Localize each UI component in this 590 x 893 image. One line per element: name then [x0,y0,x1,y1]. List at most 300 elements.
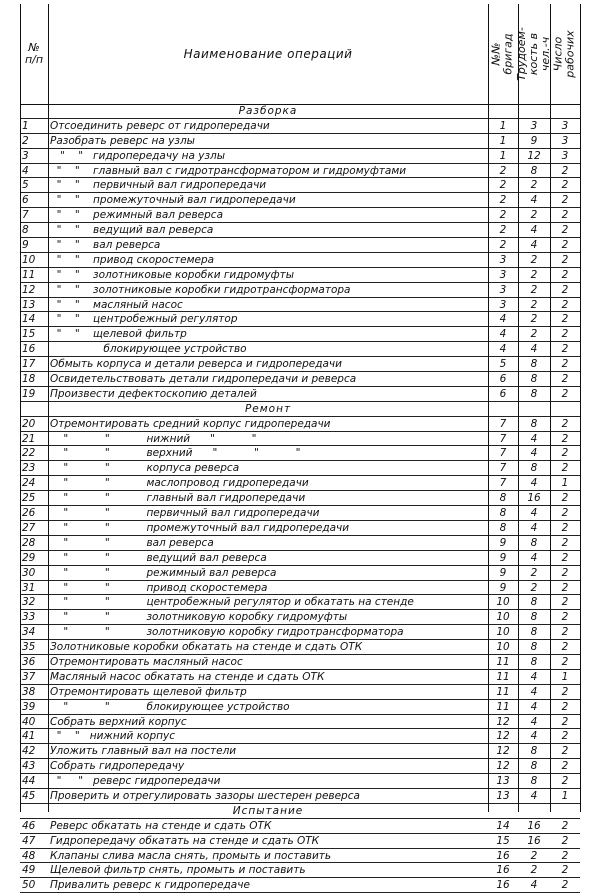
labor-hours: 4 [530,224,538,237]
table-row [20,312,580,327]
worker-count: 2 [561,536,569,549]
table-row [20,595,580,610]
labor-hours: 4 [530,447,538,460]
row-number: 20 [22,417,36,430]
worker-count: 2 [561,209,569,222]
table-row [20,566,580,581]
row-number: 46 [22,819,36,832]
section-row [20,804,580,819]
labor-hours: 4 [530,194,538,207]
brigade-number: 1 [499,134,507,147]
brigade-number: 7 [499,477,507,490]
operation-name: Собрать верхний корпус [50,715,187,728]
table-row [20,268,580,283]
row-number: 37 [22,670,36,683]
operation-name: Масляный насос обкатать на стенде и сдать ОТК [50,670,325,683]
worker-count: 3 [561,149,569,162]
operation-name: " " главный вал гидропередачи [50,492,306,505]
operation-name: Отсоединить реверс от гидропередачи [50,119,270,132]
brigade-number: 6 [499,387,507,400]
section-title: Ремонт [244,402,292,415]
labor-hours: 16 [527,492,541,505]
worker-count: 1 [561,789,569,802]
worker-count: 2 [561,358,569,371]
brigade-number: 5 [499,358,507,371]
brigade-number: 3 [499,298,507,311]
operation-name: Собрать гидропередачу [50,760,185,773]
labor-hours: 2 [530,849,538,862]
operation-name: " " режимный вал реверса [50,209,223,222]
worker-count: 3 [561,119,569,132]
row-number: 5 [22,179,29,192]
brigade-number: 4 [499,328,507,341]
brigade-number: 11 [496,655,510,668]
brigade-number: 3 [499,283,507,296]
operations-table [20,4,580,892]
worker-count: 3 [561,134,569,147]
row-number: 14 [22,313,36,326]
operation-name: Клапаны слива масла снять, промыть и поставить [50,849,332,862]
row-number: 29 [22,551,36,564]
labor-hours: 8 [530,462,538,475]
table-row [20,700,580,715]
brigade-number: 1 [499,149,507,162]
table-row [20,298,580,313]
row-number: 6 [22,194,29,207]
row-number: 21 [22,432,36,445]
labor-hours: 2 [530,313,538,326]
brigade-number: 12 [496,745,510,758]
labor-hours: 8 [530,373,538,386]
brigade-number: 3 [499,253,507,266]
table-row [20,625,580,640]
table-row [20,715,580,730]
labor-hours: 4 [530,432,538,445]
row-number: 44 [22,775,36,788]
worker-count: 2 [561,447,569,460]
brigade-number: 2 [499,164,507,177]
row-number: 15 [22,328,36,341]
table-row [20,506,580,521]
operation-name: " " ведущий вал реверса [50,224,214,237]
labor-hours: 9 [530,134,538,147]
worker-count: 2 [561,655,569,668]
section-row [20,402,580,417]
divider-labor [518,4,519,812]
table-row [20,774,580,789]
operation-name: " " маслопровод гидропередачи [50,477,309,490]
worker-count: 2 [561,849,569,862]
row-number: 7 [22,209,29,222]
table-row [20,178,580,193]
operation-name: Разобрать реверс на узлы [50,134,195,147]
operation-name: " " промежуточный вал гидропередачи [50,194,296,207]
brigade-number: 12 [496,730,510,743]
row-number: 27 [22,521,36,534]
brigade-number: 13 [496,775,510,788]
operation-name: " " вал реверса [50,536,214,549]
operation-name: " " гидропередачу на узлы [50,149,226,162]
worker-count: 2 [561,775,569,788]
labor-hours: 2 [530,179,538,192]
table-row [20,759,580,774]
row-number: 3 [22,149,29,162]
brigade-number: 9 [499,581,507,594]
row-number: 24 [22,477,36,490]
row-number: 19 [22,387,36,400]
row-number: 30 [22,566,36,579]
table-row [20,581,580,596]
operation-name: " " верхний " " " [50,447,301,460]
labor-hours: 4 [530,343,538,356]
brigade-number: 7 [499,417,507,430]
worker-count: 2 [561,581,569,594]
row-number: 16 [22,343,36,356]
labor-hours: 4 [530,477,538,490]
labor-hours: 4 [530,700,538,713]
section-title: Разборка [238,105,298,117]
table-row [20,863,580,878]
brigade-number: 9 [499,566,507,579]
table-row [20,834,580,849]
operation-name: Произвести дефектоскопию деталей [50,387,257,400]
worker-count: 2 [561,566,569,579]
row-number: 33 [22,611,36,624]
operation-name: " " блокирующее устройство [50,700,290,713]
worker-count: 2 [561,164,569,177]
table-row [20,551,580,566]
header-number: № п/п [24,41,44,66]
divider-brigade [488,4,489,812]
header-operation-name: Наименование операций [183,47,353,61]
operation-name: " " вал реверса [50,239,161,252]
row-number: 4 [22,164,29,177]
table-row [20,670,580,685]
labor-hours: 2 [530,298,538,311]
brigade-number: 8 [499,507,507,520]
operation-name: Отремонтировать средний корпус гидропередачи [50,417,331,430]
labor-hours: 4 [530,507,538,520]
table-row [20,119,580,134]
operation-name: Золотниковые коробки обкатать на стенде и сдать ОТК [50,641,363,654]
row-number: 49 [22,864,36,877]
labor-hours: 16 [527,819,541,832]
labor-hours: 8 [530,626,538,639]
brigade-number: 9 [499,536,507,549]
labor-hours: 4 [530,685,538,698]
labor-hours: 2 [530,283,538,296]
labor-hours: 8 [530,775,538,788]
worker-count: 2 [561,879,569,892]
brigade-number: 6 [499,373,507,386]
row-number: 35 [22,641,36,654]
labor-hours: 16 [527,834,541,847]
worker-count: 2 [561,432,569,445]
brigade-number: 2 [499,239,507,252]
header-brigade [488,4,518,104]
table-row [20,342,580,357]
brigade-number: 12 [496,715,510,728]
row-number: 12 [22,283,36,296]
operation-name: Проверить и отрегулировать зазоры шестерен реверса [50,789,360,802]
labor-hours: 8 [530,358,538,371]
labor-hours: 8 [530,745,538,758]
worker-count: 2 [561,864,569,877]
table-row [20,729,580,744]
brigade-number: 2 [499,224,507,237]
brigade-number: 16 [496,864,510,877]
brigade-number: 1 [499,119,507,132]
table-row [20,491,580,506]
worker-count: 2 [561,268,569,281]
worker-count: 2 [561,492,569,505]
worker-count: 2 [561,373,569,386]
operation-name: Освидетельствовать детали гидропередачи и реверса [50,373,357,386]
operation-name: Обмыть корпуса и детали реверса и гидропередачи [50,358,342,371]
worker-count: 2 [561,611,569,624]
operation-name: " " нижний корпус [50,730,175,743]
brigade-number: 14 [496,819,510,832]
brigade-number: 2 [499,209,507,222]
row-number: 32 [22,596,36,609]
header-workers-text: Число рабочих [552,30,577,78]
table-row [20,208,580,223]
operation-name: " " золотниковые коробки гидротрансформатора [50,283,351,296]
table-body [20,104,580,893]
operation-name: " " первичный вал гидропередачи [50,507,320,520]
table-row [20,387,580,402]
table-row [20,372,580,387]
worker-count: 2 [561,298,569,311]
labor-hours: 4 [530,521,538,534]
worker-count: 2 [561,715,569,728]
worker-count: 2 [561,834,569,847]
table-row [20,610,580,625]
brigade-number: 8 [499,521,507,534]
brigade-number: 10 [496,626,510,639]
row-number: 9 [22,239,29,252]
worker-count: 2 [561,224,569,237]
table-row [20,327,580,342]
table-row [20,536,580,551]
operation-name: Уложить главный вал на постели [50,745,237,758]
divider-number [48,4,49,812]
operation-name: " " привод скоростемера [50,581,268,594]
worker-count: 2 [561,417,569,430]
worker-count: 2 [561,253,569,266]
table-row [20,446,580,461]
row-number: 40 [22,715,36,728]
row-number: 1 [22,119,29,132]
table-row [20,640,580,655]
operation-name: " " главный вал с гидротрансформатором и гидромуфтами [50,164,407,177]
worker-count: 2 [561,313,569,326]
table-row [20,164,580,179]
table-row [20,476,580,491]
row-number: 11 [22,268,36,281]
worker-count: 2 [561,239,569,252]
brigade-number: 2 [499,194,507,207]
operation-name: " " масляный насос [50,298,183,311]
labor-hours: 4 [530,670,538,683]
labor-hours: 3 [530,119,538,132]
labor-hours: 4 [530,730,538,743]
header-brigade-text: №№ бригад [490,33,516,75]
table-row [20,655,580,670]
brigade-number: 10 [496,596,510,609]
row-number: 22 [22,447,36,460]
table-row [20,193,580,208]
labor-hours: 2 [530,328,538,341]
table-row [20,134,580,149]
labor-hours: 2 [530,268,538,281]
operation-name: " " реверс гидропередачи [50,775,221,788]
brigade-number: 12 [496,760,510,773]
labor-hours: 8 [530,417,538,430]
worker-count: 2 [561,179,569,192]
brigade-number: 3 [499,268,507,281]
brigade-number: 11 [496,670,510,683]
worker-count: 2 [561,745,569,758]
brigade-number: 16 [496,879,510,892]
operation-name: " " щелевой фильтр [50,328,187,341]
divider-workers [550,4,551,812]
worker-count: 2 [561,194,569,207]
row-number: 2 [22,134,29,147]
table-row [20,432,580,447]
labor-hours: 8 [530,164,538,177]
table-row [20,238,580,253]
row-number: 18 [22,373,36,386]
row-number: 48 [22,849,36,862]
table-row [20,417,580,432]
border-left [20,4,21,812]
brigade-number: 7 [499,432,507,445]
worker-count: 2 [561,685,569,698]
labor-hours: 4 [530,879,538,892]
brigade-number: 10 [496,641,510,654]
row-number: 38 [22,685,36,698]
labor-hours: 4 [530,551,538,564]
labor-hours: 2 [530,864,538,877]
table-row [20,521,580,536]
table-row [20,878,580,893]
labor-hours: 8 [530,596,538,609]
labor-hours: 2 [530,253,538,266]
operation-name: " " корпуса реверса [50,462,240,475]
operation-name: Реверс обкатать на стенде и сдать ОТК [50,819,272,832]
row-number: 43 [22,760,36,773]
row-number: 41 [22,730,36,743]
row-number: 47 [22,834,36,847]
section-row [20,104,580,119]
worker-count: 1 [561,670,569,683]
labor-hours: 8 [530,536,538,549]
worker-count: 2 [561,641,569,654]
operation-name: " " первичный вал гидропередачи [50,179,267,192]
table-row [20,149,580,164]
operation-name: Отремонтировать щелевой фильтр [50,685,247,698]
worker-count: 2 [561,521,569,534]
table-row [20,789,580,804]
brigade-number: 4 [499,343,507,356]
operation-name: " " ведущий вал реверса [50,551,267,564]
header-workers [550,4,580,104]
brigade-number: 16 [496,849,510,862]
labor-hours: 8 [530,655,538,668]
table-row [20,819,580,834]
operation-name: Привалить реверс к гидропередаче [50,879,250,892]
brigade-number: 2 [499,179,507,192]
labor-hours: 4 [530,715,538,728]
worker-count: 2 [561,760,569,773]
labor-hours: 4 [530,239,538,252]
worker-count: 2 [561,596,569,609]
row-number: 25 [22,492,36,505]
worker-count: 2 [561,507,569,520]
operation-name: " " центробежный регулятор [50,313,238,326]
row-number: 39 [22,700,36,713]
worker-count: 2 [561,819,569,832]
row-number: 42 [22,745,36,758]
row-number: 36 [22,655,36,668]
operation-name: блокирующее устройство [50,343,247,356]
labor-hours: 8 [530,387,538,400]
row-number: 31 [22,581,36,594]
brigade-number: 8 [499,492,507,505]
worker-count: 2 [561,343,569,356]
row-number: 34 [22,626,36,639]
brigade-number: 15 [496,834,510,847]
operation-name: " " золотниковые коробки гидромуфты [50,268,295,281]
worker-count: 2 [561,328,569,341]
worker-count: 2 [561,730,569,743]
table-row [20,849,580,864]
worker-count: 1 [561,477,569,490]
operation-name: " " режимный вал реверса [50,566,277,579]
operation-name: " " центробежный регулятор и обкатать на стенде [50,596,414,609]
row-number: 8 [22,224,29,237]
worker-count: 2 [561,626,569,639]
table-row [20,461,580,476]
operation-name: " " золотниковую коробку гидромуфты [50,611,348,624]
row-number: 13 [22,298,36,311]
operation-name: Гидропередачу обкатать на стенде и сдать ОТК [50,834,320,847]
header-labor [515,4,552,104]
table-row [20,685,580,700]
worker-count: 2 [561,462,569,475]
labor-hours: 2 [530,581,538,594]
row-number: 50 [22,879,36,892]
operation-name: " " промежуточный вал гидропередачи [50,521,350,534]
row-number: 23 [22,462,36,475]
worker-count: 2 [561,551,569,564]
worker-count: 2 [561,700,569,713]
brigade-number: 13 [496,789,510,802]
labor-hours: 4 [530,789,538,802]
operation-name: Отремонтировать масляный насос [50,655,243,668]
border-right [580,4,581,812]
labor-hours: 12 [527,149,541,162]
table-row [20,744,580,759]
brigade-number: 4 [499,313,507,326]
table-row [20,253,580,268]
labor-hours: 2 [530,209,538,222]
table-row [20,283,580,298]
brigade-number: 11 [496,700,510,713]
brigade-number: 7 [499,447,507,460]
operation-name: " " золотниковую коробку гидротрансформатора [50,626,404,639]
